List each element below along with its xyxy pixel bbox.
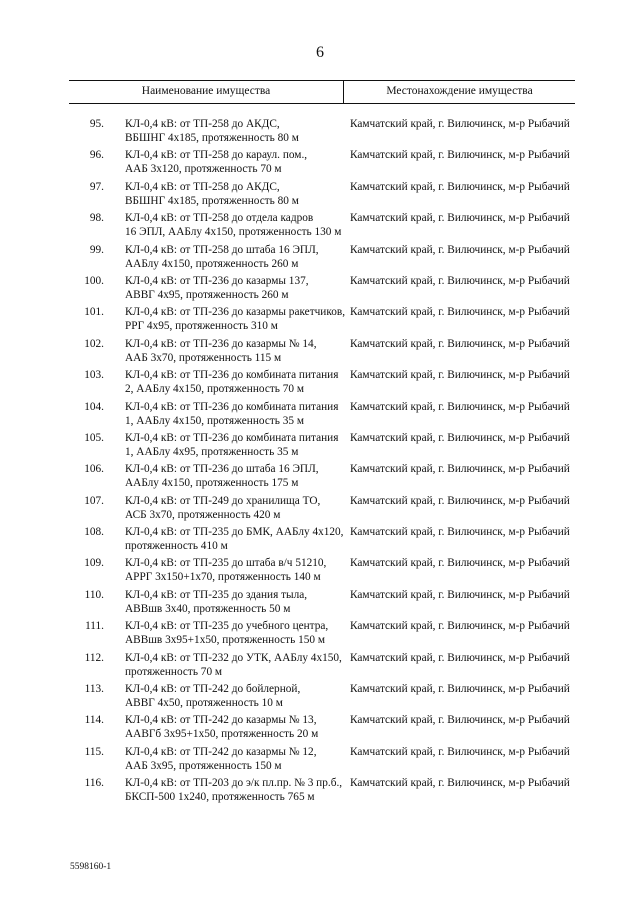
table-row [0, 525, 640, 556]
property-location: Камчатский край, г. Вилючинск, м-р Рыбачий [350, 651, 570, 664]
description-line: КЛ-0,4 кВ: от ТП-236 до комбината питания [125, 400, 339, 413]
property-description [125, 588, 350, 616]
property-description [125, 305, 350, 333]
property-location: Камчатский край, г. Вилючинск, м-р Рыбачий [350, 118, 570, 130]
description-line: КЛ-0,4 кВ: от ТП-235 до учебного центра, [125, 620, 329, 633]
description-line: КЛ-0,4 кВ: от ТП-236 до казармы 137, [125, 274, 309, 287]
table-row [0, 117, 640, 148]
row-number: 113. [84, 683, 104, 696]
description-line: протяженность 410 м [125, 540, 228, 553]
property-location: Камчатский край, г. Вилючинск, м-р Рыбачий [350, 745, 570, 758]
property-description [125, 651, 350, 679]
description-line: БКСП-500 1х240, протяженность 765 м [125, 791, 315, 804]
property-location: Камчатский край, г. Вилючинск, м-р Рыбачий [350, 463, 570, 476]
description-line: ААБлу 4х150, протяженность 175 м [125, 477, 299, 490]
table-row [0, 368, 640, 399]
row-number: 107. [84, 494, 104, 507]
table-row [0, 462, 640, 493]
property-location: Камчатский край, г. Вилючинск, м-р Рыбачий [350, 369, 570, 382]
property-description [125, 776, 350, 804]
property-location: Камчатский край, г. Вилючинск, м-р Рыбачий [350, 400, 570, 413]
property-description [125, 368, 350, 396]
description-line: ААВГб 3х95+1х50, протяженность 20 м [125, 728, 319, 741]
table-row [0, 556, 640, 587]
row-number: 104. [84, 400, 104, 413]
description-line: КЛ-0,4 кВ: от ТП-232 до УТК, ААБлу 4х150, [125, 651, 342, 664]
table-row [0, 588, 640, 619]
property-description [125, 243, 350, 271]
property-description [125, 525, 350, 553]
table-row [0, 305, 640, 336]
document-code: 5598160-1 [70, 862, 112, 872]
description-line: КЛ-0,4 кВ: от ТП-258 до караул. пом., [125, 149, 308, 162]
property-location: Камчатский край, г. Вилючинск, м-р Рыбачий [350, 243, 570, 256]
description-line: 16 ЭПЛ, ААБлу 4х150, протяженность 130 м [125, 226, 342, 239]
row-number: 108. [84, 526, 104, 539]
property-description [125, 180, 350, 208]
property-description [125, 211, 350, 239]
description-line: АВВшв 3х95+1х50, протяженность 150 м [125, 634, 326, 647]
description-line: РРГ 4х95, протяженность 310 м [125, 320, 278, 333]
description-line: КЛ-0,4 кВ: от ТП-203 до э/к пл.пр. № 3 пр.б., [125, 777, 343, 790]
row-number: 95. [89, 118, 104, 130]
property-description [125, 117, 350, 145]
row-number: 114. [84, 714, 104, 727]
property-location: Камчатский край, г. Вилючинск, м-р Рыбачий [350, 494, 570, 507]
property-location: Камчатский край, г. Вилючинск, м-р Рыбачий [350, 337, 570, 350]
table-row [0, 494, 640, 525]
property-location: Камчатский край, г. Вилючинск, м-р Рыбачий [350, 620, 570, 633]
property-description [125, 274, 350, 302]
row-number: 109. [84, 557, 104, 570]
table-header [69, 80, 575, 104]
table-row [0, 243, 640, 274]
description-line: КЛ-0,4 кВ: от ТП-235 до БМК, ААБлу 4х120, [125, 526, 344, 539]
description-line: АВВшв 3х40, протяженность 50 м [125, 602, 291, 615]
row-number: 97. [89, 180, 104, 193]
row-number: 106. [84, 463, 104, 476]
property-description [125, 148, 350, 176]
property-location: Камчатский край, г. Вилючинск, м-р Рыбачий [350, 149, 570, 162]
property-description [125, 682, 350, 710]
row-number: 99. [89, 243, 104, 256]
property-location: Камчатский край, г. Вилючинск, м-р Рыбачий [350, 431, 570, 444]
description-line: 1, ААБлу 4х150, протяженность 35 м [125, 414, 305, 427]
description-line: КЛ-0,4 кВ: от ТП-242 до казармы № 12, [125, 745, 317, 758]
table-row [0, 431, 640, 462]
property-location: Камчатский край, г. Вилючинск, м-р Рыбачий [350, 180, 570, 193]
property-description [125, 337, 350, 365]
description-line: АРРГ 3х150+1х70, протяженность 140 м [125, 571, 321, 584]
description-line: КЛ-0,4 кВ: от ТП-236 до казармы № 14, [125, 337, 317, 350]
description-line: КЛ-0,4 кВ: от ТП-235 до штаба в/ч 51210, [125, 557, 327, 570]
description-line: ААБ 3х120, протяженность 70 м [125, 163, 282, 176]
property-description [125, 745, 350, 773]
property-location: Камчатский край, г. Вилючинск, м-р Рыбачий [350, 526, 570, 539]
description-line: КЛ-0,4 кВ: от ТП-242 до бойлерной, [125, 683, 301, 696]
table-body [0, 117, 640, 808]
description-line: КЛ-0,4 кВ: от ТП-242 до казармы № 13, [125, 714, 317, 727]
property-location: Камчатский край, г. Вилючинск, м-р Рыбачий [350, 212, 570, 225]
description-line: АВВГ 4х50, протяженность 10 м [125, 697, 283, 710]
description-line: протяженность 70 м [125, 665, 223, 678]
row-number: 101. [84, 306, 104, 319]
table-row [0, 713, 640, 744]
description-line: ААБ 3х70, протяженность 115 м [125, 351, 282, 364]
property-location: Камчатский край, г. Вилючинск, м-р Рыбачий [350, 777, 570, 790]
description-line: КЛ-0,4 кВ: от ТП-236 до комбината питания [125, 431, 339, 444]
property-description [125, 619, 350, 647]
table-row [0, 651, 640, 682]
property-location: Камчатский край, г. Вилючинск, м-р Рыбачий [350, 683, 570, 696]
description-line: КЛ-0,4 кВ: от ТП-249 до хранилища ТО, [125, 494, 321, 507]
description-line: 1, ААБлу 4х95, протяженность 35 м [125, 445, 299, 458]
header-property-name: Наименование имущества [141, 85, 271, 97]
row-number: 105. [84, 431, 104, 444]
table-row [0, 400, 640, 431]
row-number: 116. [84, 777, 104, 790]
row-number: 98. [89, 212, 104, 225]
property-description [125, 713, 350, 741]
description-line: АВВГ 4х95, протяженность 260 м [125, 288, 289, 301]
table-row [0, 148, 640, 179]
row-number: 111. [85, 620, 104, 633]
property-description [125, 556, 350, 584]
page-number: 6 [316, 44, 324, 61]
table-row [0, 180, 640, 211]
header-property-location: Местонахождение имущества [386, 85, 533, 97]
property-description [125, 431, 350, 459]
row-number: 96. [89, 149, 104, 162]
description-line: КЛ-0,4 кВ: от ТП-236 до комбината питания [125, 369, 339, 382]
description-line: ВБШНГ 4х185, протяженность 80 м [125, 194, 299, 207]
description-line: КЛ-0,4 кВ: от ТП-236 до казармы ракетчиков, [125, 306, 346, 319]
property-location: Камчатский край, г. Вилючинск, м-р Рыбачий [350, 306, 570, 319]
description-line: 2, ААБлу 4х150, протяженность 70 м [125, 383, 305, 396]
description-line: КЛ-0,4 кВ: от ТП-235 до здания тыла, [125, 588, 308, 601]
row-number: 102. [84, 337, 104, 350]
row-number: 110. [84, 588, 104, 601]
table-row [0, 211, 640, 242]
table-row [0, 745, 640, 776]
description-line: КЛ-0,4 кВ: от ТП-258 до АКДС, [125, 180, 280, 193]
table-row [0, 776, 640, 807]
property-location: Камчатский край, г. Вилючинск, м-р Рыбачий [350, 274, 570, 287]
table-row [0, 337, 640, 368]
table-row [0, 619, 640, 650]
table-row [0, 682, 640, 713]
property-location: Камчатский край, г. Вилючинск, м-р Рыбачий [350, 714, 570, 727]
property-description [125, 462, 350, 490]
row-number: 100. [84, 274, 104, 287]
description-line: КЛ-0,4 кВ: от ТП-258 до отдела кадров [125, 212, 314, 225]
description-line: ААБ 3х95, протяженность 150 м [125, 759, 282, 772]
description-line: КЛ-0,4 кВ: от ТП-258 до штаба 16 ЭПЛ, [125, 243, 319, 256]
description-line: ВБШНГ 4х185, протяженность 80 м [125, 132, 299, 144]
description-line: КЛ-0,4 кВ: от ТП-236 до штаба 16 ЭПЛ, [125, 463, 319, 476]
row-number: 115. [84, 745, 104, 758]
property-description [125, 400, 350, 428]
description-line: АСБ 3х70, протяженность 420 м [125, 508, 281, 521]
description-line: КЛ-0,4 кВ: от ТП-258 до АКДС, [125, 118, 280, 130]
row-number: 103. [84, 369, 104, 382]
property-description [125, 494, 350, 522]
description-line: ААБлу 4х150, протяженность 260 м [125, 257, 299, 270]
property-location: Камчатский край, г. Вилючинск, м-р Рыбачий [350, 588, 570, 601]
table-row [0, 274, 640, 305]
property-location: Камчатский край, г. Вилючинск, м-р Рыбачий [350, 557, 570, 570]
row-number: 112. [84, 651, 104, 664]
